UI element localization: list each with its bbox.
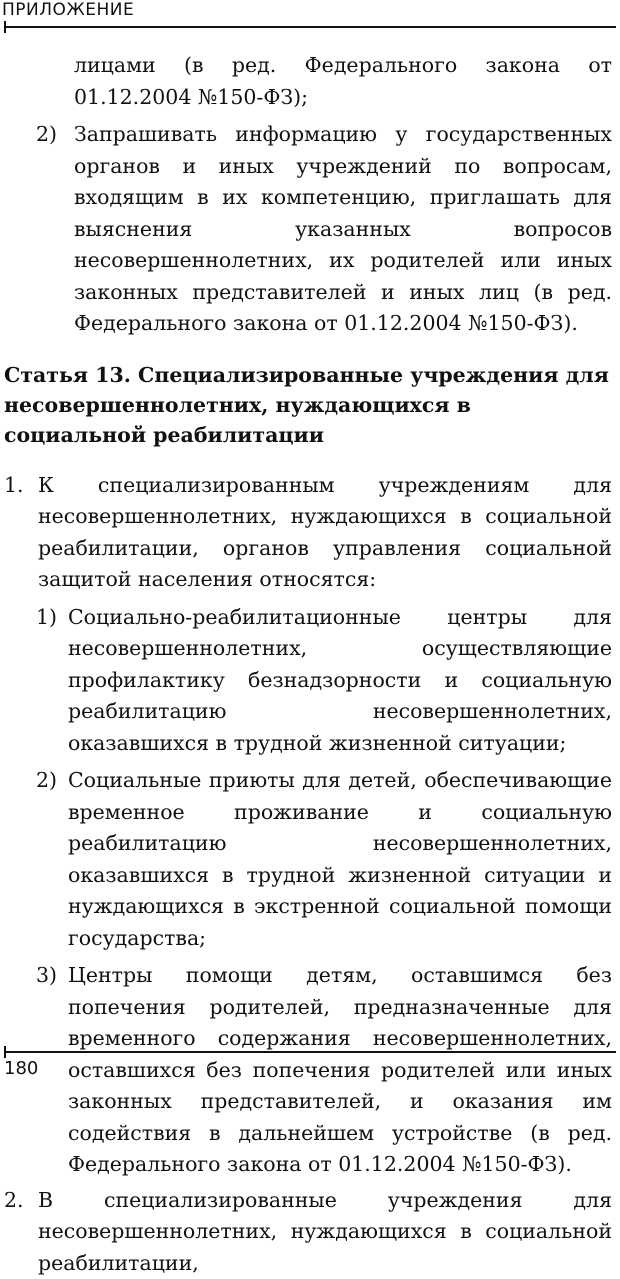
subitem-1 — [0, 602, 620, 760]
page-body — [0, 46, 620, 1279]
clause-number: 2. — [4, 1185, 24, 1217]
subitem-2 — [0, 765, 620, 954]
clause-number: 1. — [4, 470, 24, 502]
list-number: 2) — [36, 119, 57, 151]
subitem-number: 3) — [36, 960, 57, 992]
clause-text: В специализированные учреждения для несовершеннолетних, нуждающихся в социальной реабилитации, — [38, 1188, 612, 1275]
clause-text: К специализированным учреждениям для несовершеннолетних, нуждающихся в социальной реабилитации, органов управления социальной защитой населения относятся: — [38, 473, 612, 592]
clause-2 — [0, 1185, 620, 1279]
continuation-text: лицами (в ред. Федерального закона от 01.12.2004 №150-ФЗ); — [0, 50, 620, 113]
clause-1 — [0, 470, 620, 596]
running-header: ПРИЛОЖЕНИЕ — [2, 0, 134, 20]
subitem-text: Центры помощи детям, оставшимся без попечения родителей, предназначенные для временного содержания несовершеннолетних, оставшихся без попечения родителей или иных законных представителей, и оказания им содействия в дальнейшем устройстве (в ред. Федерального закона от 01.12.2004 №150-ФЗ). — [68, 963, 612, 1176]
subitem-number: 1) — [36, 602, 57, 634]
list-item-2 — [0, 119, 620, 340]
article-heading: Статья 13. Специализированные учреждения для несовершеннолетних, нуждающихся в социальной реабилитации — [4, 360, 612, 450]
subitem-text: Социально-реабилитационные центры для несовершеннолетних, осуществляющие профилактику безнадзорности и социальную реабилитацию несовершеннолетних, оказавшихся в трудной жизненной ситуации; — [68, 605, 612, 755]
list-item-text: Запрашивать информацию у государственных органов и иных учреждений по вопросам, входящим в их компетенцию, приглашать для выяснения указанных вопросов несовершеннолетних, их родителей или иных законных представителей и иных лиц (в ред. Федерального закона от 01.12.2004 №150-ФЗ). — [74, 122, 612, 335]
footer-rule — [4, 1051, 616, 1053]
header-rule — [4, 26, 616, 28]
subitem-number: 2) — [36, 765, 57, 797]
subitem-text: Социальные приюты для детей, обеспечивающие временное проживание и социальную реабилитацию несовершеннолетних, оказавшихся в трудной жизненной ситуации и нуждающихся в экстренной социальной помощи государства; — [68, 768, 612, 950]
subitem-3 — [0, 960, 620, 1181]
page-number: 180 — [4, 1058, 38, 1079]
